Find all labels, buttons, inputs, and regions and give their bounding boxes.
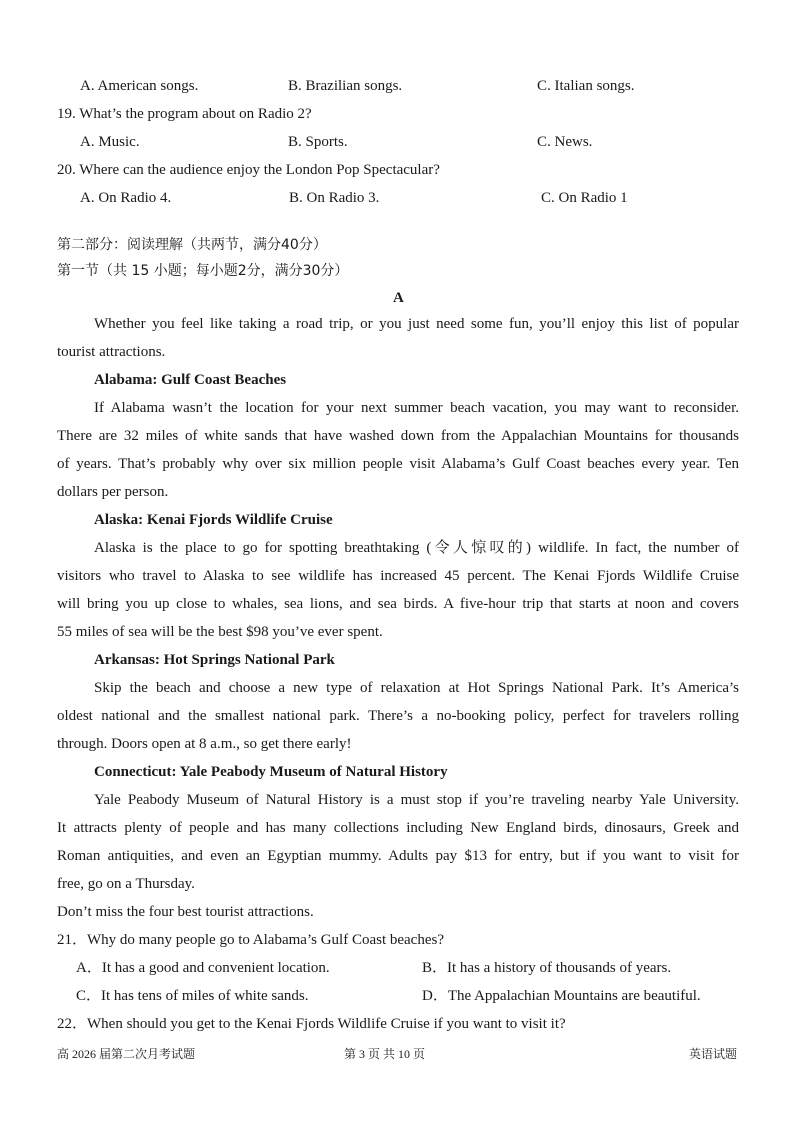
alabama-line: There are 32 miles of white sands that have washed down from the Appalachian Mountains for thousands [57,428,739,444]
intro-line: tourist attractions. [57,344,166,360]
arkansas-line: through. Doors open at 8 a.m., so get there early! [57,736,352,752]
passage-label: A [393,290,404,306]
q20-option-b: B. On Radio 3. [289,190,380,206]
arkansas-title: Arkansas: Hot Springs National Park [94,652,335,668]
arkansas-line: oldest national and the smallest national park. There’s a no-booking policy, perfect for travelers rolling [57,708,739,724]
q18-option-c: C. Italian songs. [537,78,635,94]
alaska-title: Alaska: Kenai Fjords Wildlife Cruise [94,512,333,528]
footer-page-number: 第 3 页 共 10 页 [344,1047,426,1061]
closing-line: Don’t miss the four best tourist attractions. [57,904,314,920]
alaska-line: visitors who travel to Alaska to see wildlife has increased 45 percent. The Kenai Fjords Wildlife Cruise [57,568,739,584]
q20-option-a: A. On Radio 4. [80,190,172,206]
connecticut-line: free, go on a Thursday. [57,876,195,892]
q21-option-b: B．It has a history of thousands of years. [422,960,672,976]
q20-option-c: C. On Radio 1 [541,190,628,206]
connecticut-line: Roman antiquities, and even an Egyptian mummy. Adults pay $13 for entry, but if you want to visit for [57,848,739,864]
q19-option-b: B. Sports. [288,134,348,150]
connecticut-line: It attracts plenty of people and has many collections including New England birds, dinosaurs, Greek and [57,820,739,836]
q18-option-a: A. American songs. [80,78,199,94]
alabama-title: Alabama: Gulf Coast Beaches [94,372,287,388]
alaska-line: 55 miles of sea will be the best $98 you’ve ever spent. [57,624,383,640]
alabama-line: If Alabama wasn’t the location for your next summer beach vacation, you may want to reconsider. [94,400,739,416]
connecticut-line: Yale Peabody Museum of Natural History is a must stop if you’re traveling nearby Yale University. [94,792,739,808]
arkansas-line: Skip the beach and choose a new type of relaxation at Hot Springs National Park. It’s America’s [94,680,739,696]
section1-heading: 第一节（共 15 小题；每小题2分，满分30分） [57,263,349,279]
intro-line: Whether you feel like taking a road trip, or you just need some fun, you’ll enjoy this list of popular [94,316,739,332]
q21-stem: 21．Why do many people go to Alabama’s Gulf Coast beaches? [57,932,444,948]
q21-option-a: A．It has a good and convenient location. [76,960,330,976]
connecticut-title: Connecticut: Yale Peabody Museum of Natural History [94,764,448,780]
footer-subject: 英语试题 [689,1047,738,1061]
q21-option-c: C．It has tens of miles of white sands. [76,988,309,1004]
alabama-line: of years. That’s probably why over six million people visit Alabama’s Gulf Coast beaches every year. Ten [57,456,739,472]
alabama-line: dollars per person. [57,484,169,500]
q19-option-c: C. News. [537,134,593,150]
q19-stem: 19. What’s the program about on Radio 2? [57,106,312,122]
part2-heading: 第二部分：阅读理解（共两节，满分40分） [57,237,327,253]
q22-stem: 22．When should you get to the Kenai Fjords Wildlife Cruise if you want to visit it? [57,1016,566,1032]
alaska-line: Alaska is the place to go for spotting breathtaking (令人惊叹的) wildlife. In fact, the number of [94,540,739,556]
footer-exam-title: 高 2026 届第二次月考试题 [57,1047,196,1061]
q18-option-b: B. Brazilian songs. [288,78,403,94]
q20-stem: 20. Where can the audience enjoy the London Pop Spectacular? [57,162,440,178]
alaska-line: will bring you up close to whales, sea lions, and sea birds. A five-hour trip that starts at noon and covers [57,596,739,612]
q21-option-d: D．The Appalachian Mountains are beautiful. [422,988,701,1004]
q19-option-a: A. Music. [80,134,140,150]
